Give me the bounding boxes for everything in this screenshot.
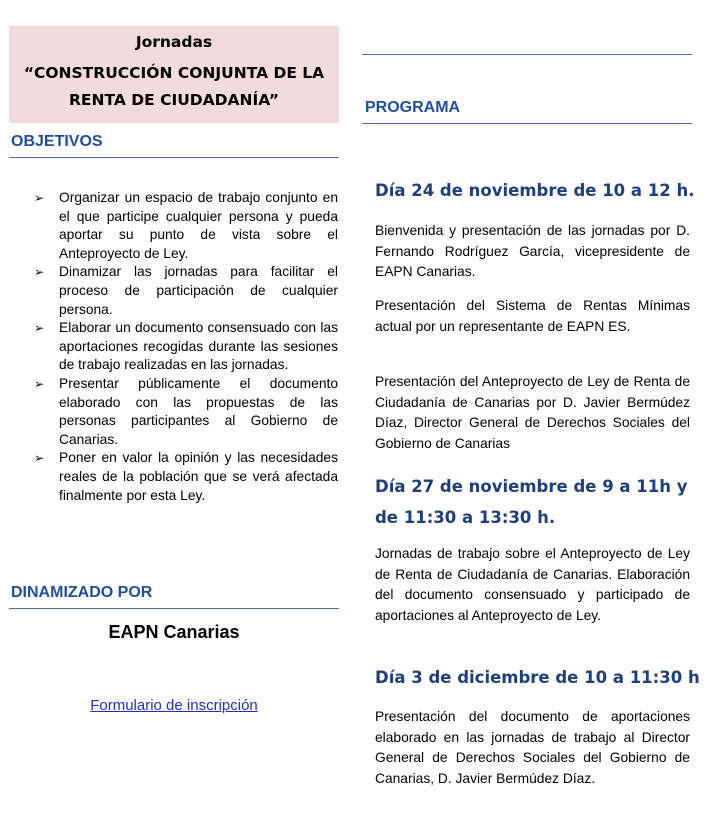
list-item: ➢ Presentar públicamente el documento elaborado con las propuestas de las personas participantes al Gobierno de Canarias. bbox=[34, 375, 338, 447]
day1-item-3: Presentación del Anteproyecto de Ley de Renta de Ciudadanía de Canarias por D. Javier Bermúdez Díaz, Director General de Derechos Sociales del Gobierno de Canarias bbox=[375, 374, 690, 451]
day2-title-line2: de 11:30 a 13:30 h. bbox=[375, 508, 556, 527]
day1-title: Día 24 de noviembre de 10 a 12 h. bbox=[375, 181, 695, 200]
programa-rule bbox=[362, 123, 692, 124]
list-item: ➢ Elaborar un documento consensuado con las aportaciones recogidas durante las sesiones de trabajo realizadas en las jornadas. bbox=[34, 320, 338, 373]
programa-heading: PROGRAMA bbox=[365, 99, 461, 116]
title-main-line1: “CONSTRUCCIÓN CONJUNTA DE LA bbox=[23, 64, 325, 82]
day2-item-1: Jornadas de trabajo sobre el Anteproyecto de Ley de Renta de Ciudadanía de Canarias. Elaboración del documento consensuado y participado de aportaciones al Anteproyecto de Ley. bbox=[375, 546, 690, 623]
arrowhead-bullet-icon: ➢ bbox=[34, 376, 45, 391]
dinamizado-rule bbox=[9, 608, 339, 609]
title-main-line2: RENTA DE CIUDADANÍA” bbox=[68, 91, 280, 109]
day2-title-line1: Día 27 de noviembre de 9 a 11h y bbox=[375, 477, 688, 496]
list-item: ➢ Dinamizar las jornadas para facilitar el proceso de participación de cualquier persona. bbox=[34, 264, 338, 317]
arrowhead-bullet-icon: ➢ bbox=[34, 265, 45, 280]
day1-item-1: Bienvenida y presentación de las jornadas por D. Fernando Rodríguez García, vicepresidente de EAPN Canarias. bbox=[375, 223, 690, 280]
objetivos-list bbox=[34, 189, 338, 505]
title-main bbox=[9, 60, 339, 114]
arrowhead-bullet-icon: ➢ bbox=[34, 451, 45, 466]
title-box bbox=[9, 26, 339, 123]
day2-title bbox=[375, 471, 700, 533]
objetivos-heading: OBJETIVOS bbox=[11, 133, 103, 150]
registration-form-link[interactable]: Formulario de inscripción bbox=[90, 697, 258, 714]
day3-title: Día 3 de diciembre de 10 a 11:30 h bbox=[375, 668, 700, 687]
arrowhead-bullet-icon: ➢ bbox=[34, 321, 45, 336]
top-rule-right bbox=[362, 54, 692, 55]
list-item: ➢ Poner en valor la opinión y las necesidades reales de la población que se verá afectada finalmente por esta Ley. bbox=[34, 450, 338, 503]
day3-item-1: Presentación del documento de aportaciones elaborado en las jornadas de trabajo al Director General de Derechos Sociales del Gobierno de Canarias, D. Javier Bermúdez Díaz. bbox=[375, 709, 690, 786]
dinamizado-heading: DINAMIZADO POR bbox=[11, 584, 153, 601]
list-item: ➢ Organizar un espacio de trabajo conjunto en el que participe cualquier persona y pueda aportar su punto de vista sobre el Anteproyecto de Ley. bbox=[34, 190, 338, 261]
arrowhead-bullet-icon: ➢ bbox=[34, 191, 45, 205]
objetivos-rule bbox=[9, 157, 339, 158]
day1-item-2: Presentación del Sistema de Rentas Mínimas actual por un representante de EAPN ES. bbox=[375, 298, 690, 334]
organizer-name: EAPN Canarias bbox=[108, 622, 240, 642]
title-jornadas: Jornadas bbox=[135, 33, 213, 51]
